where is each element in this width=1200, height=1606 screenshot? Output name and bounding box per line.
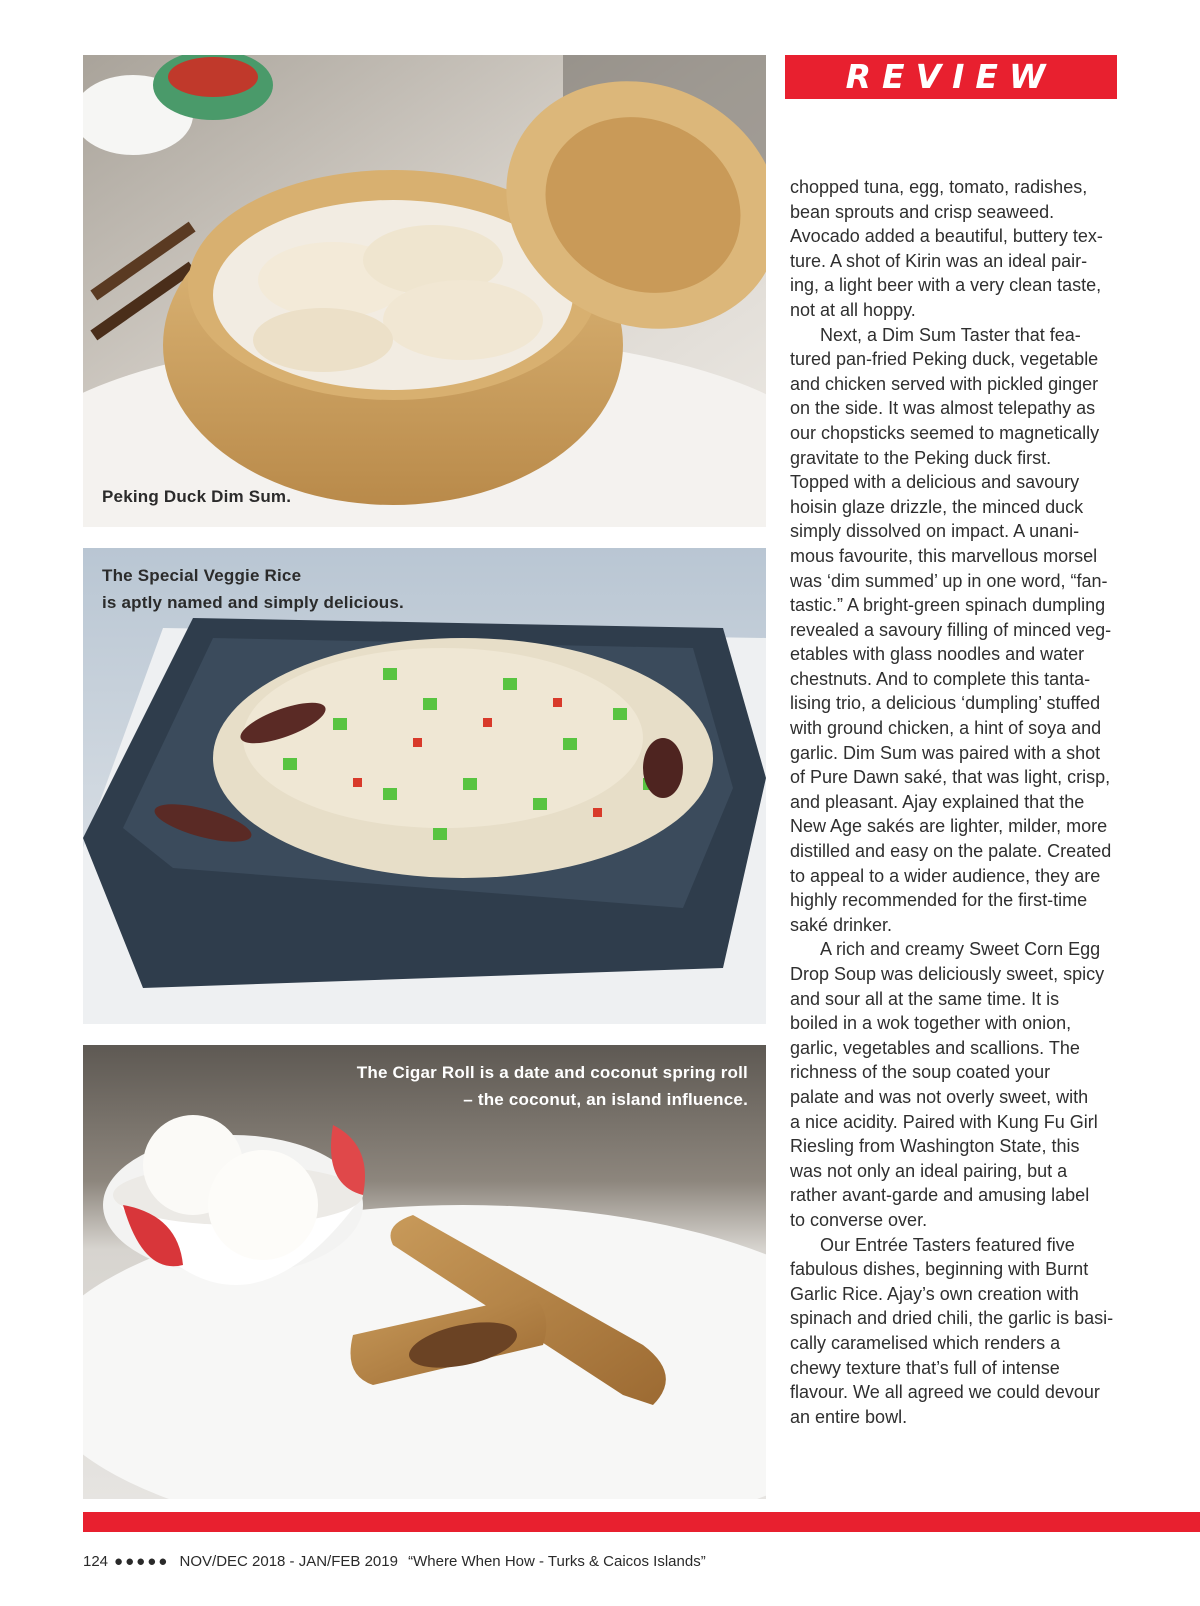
article-line: richness of the soup coated your xyxy=(790,1062,1051,1083)
article-line: Garlic Rice. Ajay’s own creation with xyxy=(790,1283,1079,1304)
article-line: Topped with a delicious and savoury xyxy=(790,472,1080,493)
article-line: saké drinker. xyxy=(790,914,893,935)
article-line: fabulous dishes, beginning with Burnt xyxy=(790,1259,1089,1280)
article-line: Drop Soup was deliciously sweet, spicy xyxy=(790,964,1105,984)
article-line: with ground chicken, a hint of soya and xyxy=(790,718,1102,739)
footer-red-bar xyxy=(83,1512,1200,1532)
article-line: and sour all at the same time. It is xyxy=(790,988,1060,1009)
photo-cigar-roll xyxy=(83,1045,766,1499)
caption-peking-duck xyxy=(102,483,291,510)
article-line: boiled in a wok together with onion, xyxy=(790,1013,1072,1034)
article-line: and pleasant. Ajay explained that the xyxy=(790,791,1085,812)
article-line: Our Entrée Tasters featured five xyxy=(820,1234,1075,1255)
article-line: ture. A shot of Kirin was an ideal pair- xyxy=(790,250,1088,271)
article-line: tastic.” A bright-green spinach dumpling xyxy=(790,595,1106,616)
photo-special-veggie-rice xyxy=(83,548,766,1024)
article-line: our chopsticks seemed to magnetically xyxy=(790,422,1100,443)
article-line: Riesling from Washington State, this xyxy=(790,1136,1080,1157)
article-line: spinach and dried chili, the garlic is basi- xyxy=(790,1308,1114,1329)
article-line: Avocado added a beautiful, buttery tex- xyxy=(790,226,1103,247)
article-line: garlic, vegetables and scallions. The xyxy=(790,1037,1080,1058)
veggie-rice-bowl-image xyxy=(83,548,766,1024)
article-line: distilled and easy on the palate. Created xyxy=(790,841,1112,862)
caption-line: The Cigar Roll is a date and coconut spring roll xyxy=(356,1063,748,1082)
article-line: tured pan-fried Peking duck, vegetable xyxy=(790,349,1099,370)
section-banner-review: REVIEW xyxy=(785,55,1117,99)
article-line: an entire bowl. xyxy=(790,1406,908,1427)
dim-sum-steamer-image xyxy=(83,55,766,527)
article-line: chopped tuna, egg, tomato, radishes, xyxy=(790,177,1088,197)
publication-title: “Where When How - Turks & Caicos Islands” xyxy=(408,1553,706,1570)
article-line: a nice acidity. Paired with Kung Fu Girl xyxy=(790,1111,1098,1132)
caption-veggie-rice xyxy=(102,562,404,616)
article-line: hoisin glaze drizzle, the minced duck xyxy=(790,496,1084,517)
caption-line: is aptly named and simply delicious. xyxy=(102,593,404,612)
article-line: highly recommended for the first-time xyxy=(790,890,1088,911)
article-line: was not only an ideal pairing, but a xyxy=(790,1160,1068,1181)
page-number: 124 xyxy=(83,1553,109,1570)
page-dots: ●●●●● xyxy=(114,1553,170,1570)
article-line: palate and was not overly sweet, with xyxy=(790,1086,1089,1107)
caption-line: Peking Duck Dim Sum. xyxy=(102,487,292,506)
article-line: chewy texture that’s full of intense xyxy=(790,1357,1060,1378)
article-line: Next, a Dim Sum Taster that fea- xyxy=(820,324,1081,345)
photo-peking-duck-dim-sum xyxy=(83,55,766,527)
article-line: to converse over. xyxy=(790,1209,928,1230)
article-line: was ‘dim summed’ up in one word, “fan- xyxy=(790,570,1108,591)
article-line: ing, a light beer with a very clean taste, xyxy=(790,275,1102,296)
article-line: New Age sakés are lighter, milder, more xyxy=(790,816,1108,837)
article-line: not at all hoppy. xyxy=(790,299,916,320)
article-line: chestnuts. And to complete this tanta- xyxy=(790,668,1091,689)
article-line: garlic. Dim Sum was paired with a shot xyxy=(790,742,1101,763)
article-line: lising trio, a delicious ‘dumpling’ stuffed xyxy=(790,693,1101,714)
article-line: mous favourite, this marvellous morsel xyxy=(790,545,1098,566)
article-line: on the side. It was almost telepathy as xyxy=(790,398,1096,419)
article-line: A rich and creamy Sweet Corn Egg xyxy=(820,939,1101,960)
article-line: of Pure Dawn saké, that was light, crisp, xyxy=(790,767,1111,788)
article-body xyxy=(790,175,1125,1429)
article-line: flavour. We all agreed we could devour xyxy=(790,1382,1100,1403)
article-line: revealed a savoury filling of minced veg- xyxy=(790,619,1112,640)
article-line: to appeal to a wider audience, they are xyxy=(790,865,1101,886)
caption-line: The Special Veggie Rice xyxy=(102,566,302,585)
caption-cigar-roll xyxy=(357,1059,748,1113)
cigar-roll-image xyxy=(83,1045,766,1499)
article-line: gravitate to the Peking duck first. xyxy=(790,447,1052,468)
article-line: simply dissolved on impact. A unani- xyxy=(790,521,1080,542)
article-line: and chicken served with pickled ginger xyxy=(790,373,1099,394)
page-footer xyxy=(83,1553,712,1570)
article-line: rather avant-garde and amusing label xyxy=(790,1185,1090,1206)
article-line: etables with glass noodles and water xyxy=(790,644,1085,665)
article-line: bean sprouts and crisp seaweed. xyxy=(790,201,1055,222)
caption-line: – the coconut, an island influence. xyxy=(463,1090,748,1109)
article-line: cally caramelised which renders a xyxy=(790,1332,1061,1353)
issue-dates: NOV/DEC 2018 - JAN/FEB 2019 xyxy=(179,1553,398,1570)
